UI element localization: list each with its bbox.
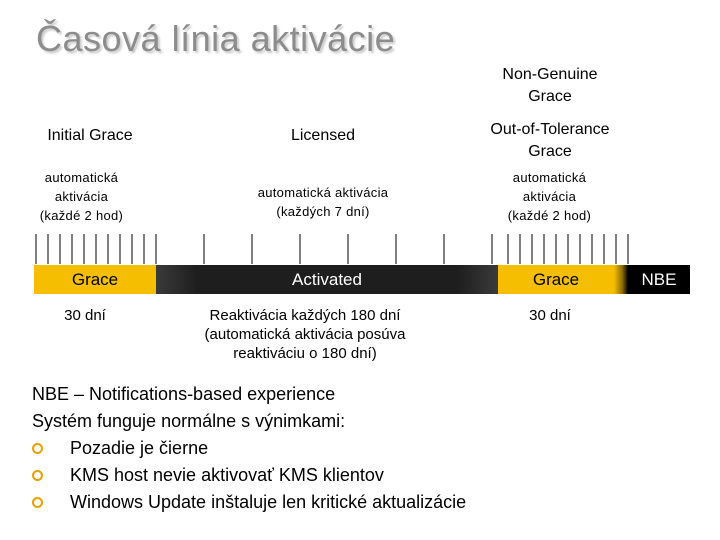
activation-initial: [14, 168, 149, 225]
activated-note: [170, 306, 440, 363]
bullet-icon: [32, 497, 43, 508]
activation-licensed: [228, 183, 418, 221]
grace-initial-days: 30 dní: [64, 307, 106, 324]
state-non-genuine-line2: Grace: [528, 88, 572, 105]
activation-initial-line2: aktivácia: [54, 189, 109, 204]
state-oot-line1: Out-of-Tolerance: [490, 121, 610, 138]
page-title: Časová línia aktivácie: [36, 18, 396, 59]
timeline-transition: [614, 265, 628, 294]
nbe-intro: Systém funguje normálne s výnimkami:: [32, 411, 346, 431]
nbe-list-item: [32, 489, 466, 516]
state-non-genuine: [470, 64, 630, 108]
activation-licensed-line2: (každých 7 dní): [276, 204, 370, 219]
state-oot-line2: Grace: [528, 143, 572, 160]
activation-oot-line2: aktivácia: [522, 189, 577, 204]
activation-oot-line3: (každé 2 hod): [507, 208, 592, 223]
activated-note-line1: Reaktivácia každých 180 dní: [209, 307, 401, 324]
grace-oot-days: 30 dní: [529, 307, 571, 324]
bullet-icon: [32, 470, 43, 481]
activation-initial-line1: automatická: [44, 170, 119, 185]
nbe-list-item: [32, 462, 466, 489]
nbe-list-item-text: Windows Update inštaluje len kritické aktualizácie: [70, 492, 467, 512]
timeline-nbe: NBE: [628, 265, 690, 294]
timeline-ticks: [34, 234, 644, 264]
nbe-section: [32, 381, 466, 516]
nbe-list-item-text: KMS host nevie aktivovať KMS klientov: [70, 465, 384, 485]
nbe-list-item-text: Pozadie je čierne: [70, 438, 209, 458]
bullet-icon: [32, 443, 43, 454]
nbe-list: [32, 435, 466, 516]
state-non-genuine-line1: Non-Genuine: [502, 66, 598, 83]
activation-oot-line1: automatická: [512, 170, 587, 185]
activation-initial-line3: (každé 2 hod): [39, 208, 124, 223]
activated-note-line2: (automatická aktivácia posúva: [204, 326, 406, 343]
nbe-heading: NBE – Notifications-based experience: [32, 384, 336, 404]
activation-licensed-line1: automatická aktivácia: [257, 185, 389, 200]
state-out-of-tolerance: [460, 119, 640, 163]
timeline-grace-initial: Grace: [34, 265, 156, 294]
nbe-list-item: [32, 435, 466, 462]
state-licensed: Licensed: [290, 127, 356, 144]
timeline-grace-oot: Grace: [498, 265, 614, 294]
activated-note-line3: reaktiváciu o 180 dní): [233, 345, 377, 362]
state-initial-grace: Initial Grace: [47, 127, 133, 144]
timeline-activated: Activated: [156, 265, 498, 294]
activation-oot: [482, 168, 617, 225]
